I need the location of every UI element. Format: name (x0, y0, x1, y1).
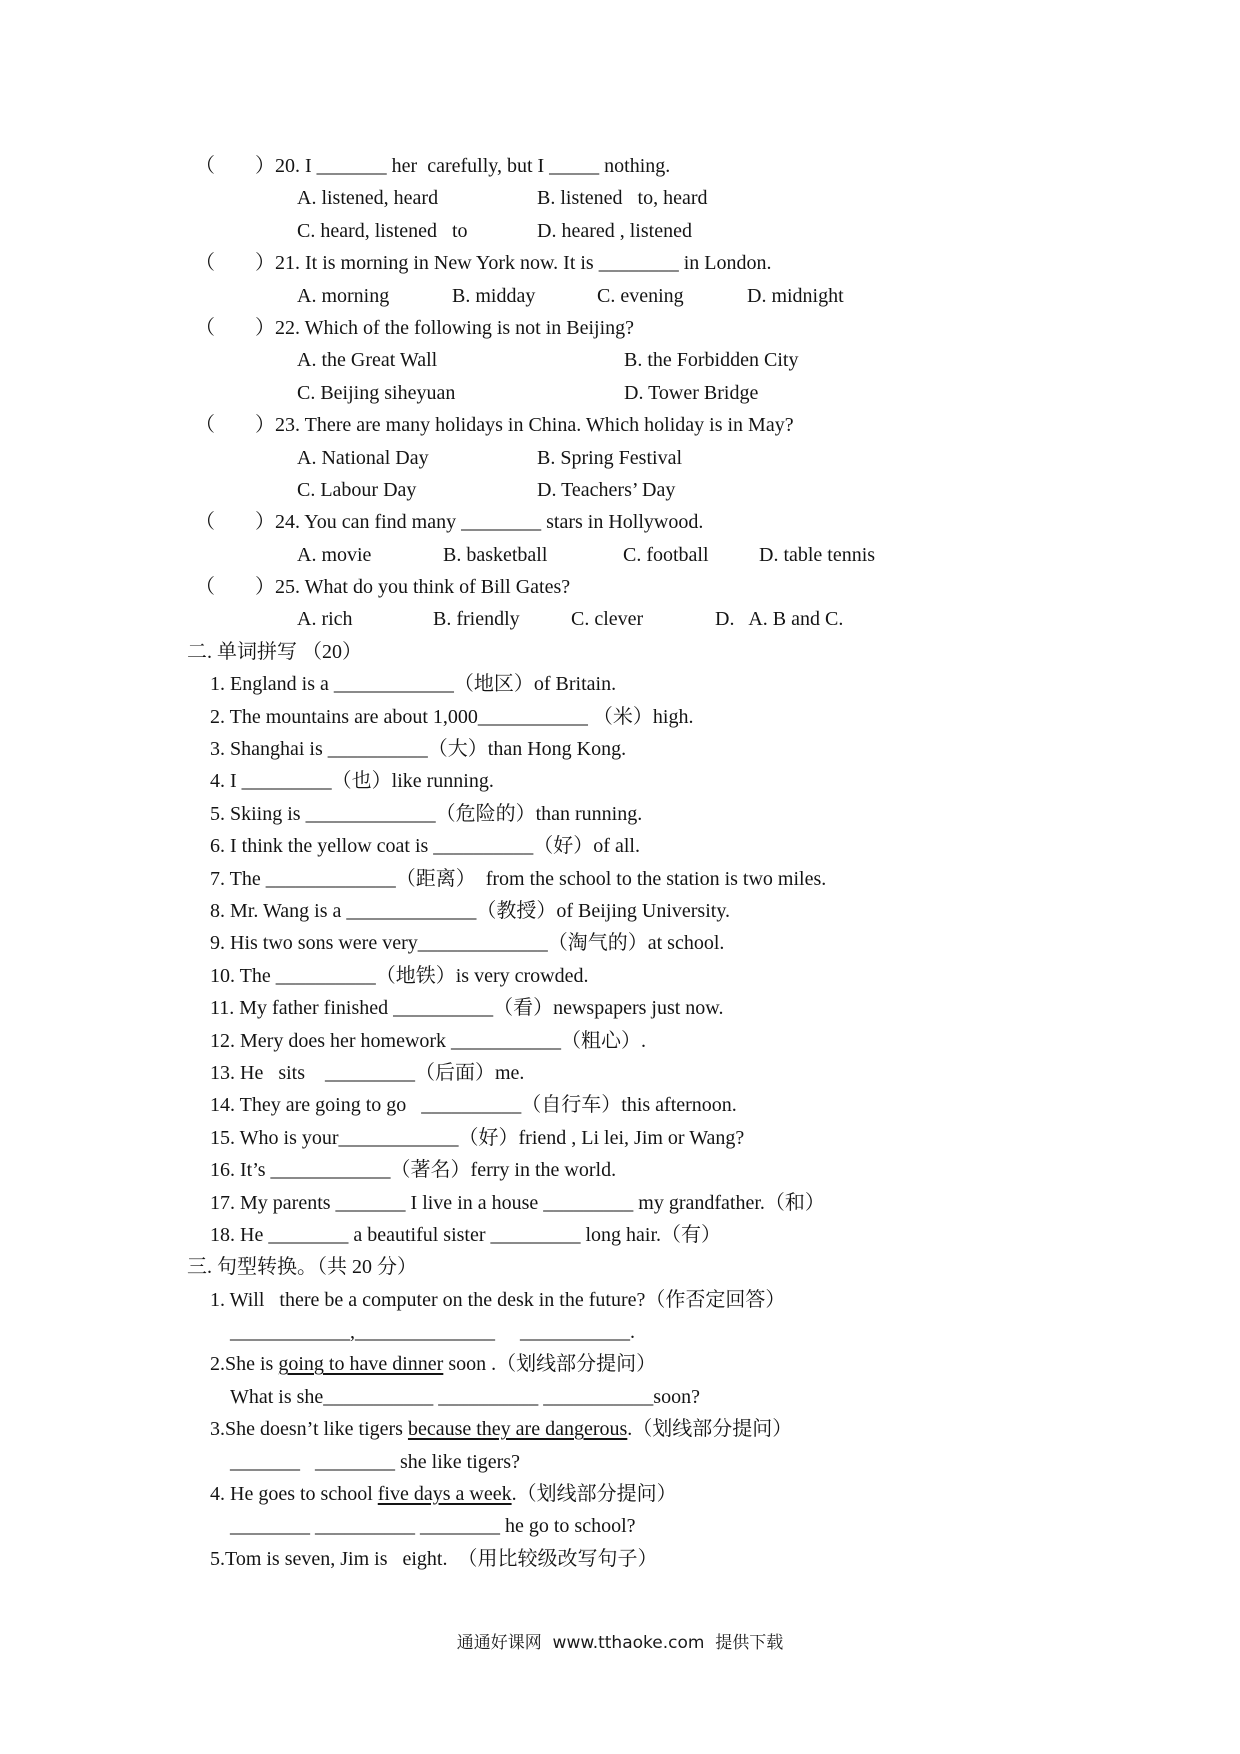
spelling-item-text: 16. It’s ____________（著名）ferry in the world. (210, 1159, 617, 1182)
transformation-prompt-text: 1. Will there be a computer on the desk in the future?（作否定回答） (210, 1288, 786, 1311)
transformation-answer (0, 1381, 1240, 1413)
spelling-item-text: 18. He ________ a beautiful sister _________ long hair.（有） (210, 1223, 722, 1246)
transformation-answer (0, 1446, 1240, 1478)
transformation-prompt (0, 1478, 1240, 1510)
spelling-item (0, 960, 1240, 992)
spelling-item-text: 7. The _____________（距离） from the school to the station is two miles. (210, 867, 827, 890)
spelling-item (0, 798, 1240, 830)
answer-bracket: （ ） (195, 316, 275, 339)
spelling-item (0, 1025, 1240, 1057)
spelling-item (0, 733, 1240, 765)
option-b: B. Spring Festival (537, 446, 683, 469)
spelling-section-header (0, 636, 1240, 668)
mc-question-24 (0, 506, 1240, 538)
answer-bracket: （ ） (195, 155, 275, 177)
option-c: C. clever (571, 608, 644, 631)
option-a: A. morning (297, 284, 390, 307)
transformation-prompt (0, 1284, 1240, 1316)
spelling-item-text: 4. I _________（也）like running. (210, 770, 494, 793)
section-heading: 二. 单词拼写 （20） (187, 640, 362, 663)
spelling-item (0, 927, 1240, 959)
spelling-item (0, 830, 1240, 862)
transformation-answer (0, 1510, 1240, 1542)
spelling-item (0, 1057, 1240, 1089)
answer-bracket: （ ） (195, 576, 275, 599)
underlined-phrase: going to have dinner (278, 1353, 444, 1376)
underlined-phrase: because they are dangerous (407, 1418, 628, 1441)
spelling-item (0, 668, 1240, 700)
transformation-prompt-text: 5.Tom is seven, Jim is eight. （用比较级改写句子） (210, 1547, 658, 1570)
prompt-after: soon .（划线部分提问） (443, 1353, 657, 1376)
answer-blanks: ____________,______________ ___________. (230, 1321, 635, 1344)
mc-question-23 (0, 409, 1240, 441)
spelling-item-text: 8. Mr. Wang is a _____________（教授）of Beijing University. (210, 899, 731, 922)
spelling-item (0, 992, 1240, 1024)
transformation-prompt (0, 1413, 1240, 1445)
transformation-prompt-text (210, 1413, 792, 1445)
mc-options-row (0, 280, 1240, 312)
mc-options-row (0, 474, 1240, 506)
transformation-section-header (0, 1251, 1240, 1283)
spelling-item (0, 1219, 1240, 1251)
mc-options-row (0, 377, 1240, 409)
spelling-item-text: 10. The __________（地铁）is very crowded. (210, 964, 589, 987)
spelling-item-text: 6. I think the yellow coat is __________（好）of all. (210, 835, 640, 858)
option-d: D. A. B and C. (715, 608, 844, 631)
section-heading: 三. 句型转换。（共 20 分） (187, 1256, 417, 1279)
question-text: 24. You can find many ________ stars in Hollywood. (275, 511, 704, 534)
answer-bracket: （ ） (195, 252, 275, 275)
spelling-item-text: 17. My parents _______ I live in a house _________ my grandfather.（和） (210, 1191, 825, 1214)
question-text: 20. I _______ her carefully, but I _____ nothing. (275, 155, 671, 177)
option-c: C. evening (597, 284, 684, 307)
spelling-item (0, 1122, 1240, 1154)
option-d: D. Tower Bridge (624, 381, 759, 404)
mc-question-21 (0, 247, 1240, 279)
answer-blanks: What is she___________ __________ ___________soon? (230, 1385, 700, 1408)
mc-question-25 (0, 571, 1240, 603)
transformation-prompt (0, 1543, 1240, 1575)
option-b: B. friendly (433, 608, 520, 631)
mc-question-20 (0, 150, 1240, 182)
spelling-item-text: 15. Who is your____________（好）friend , Li lei, Jim or Wang? (210, 1126, 745, 1149)
spelling-item-text: 5. Skiing is _____________（危险的）than running. (210, 802, 643, 825)
spelling-item (0, 863, 1240, 895)
question-text: 25. What do you think of Bill Gates? (275, 576, 571, 599)
mc-question-22 (0, 312, 1240, 344)
option-d: D. table tennis (759, 543, 876, 566)
option-b: B. basketball (443, 543, 548, 566)
prompt-after: .（划线部分提问） (511, 1483, 677, 1506)
option-a: A. the Great Wall (297, 349, 438, 372)
mc-options-row (0, 215, 1240, 247)
option-b: B. listened to, heard (537, 187, 708, 210)
question-text: 21. It is morning in New York now. It is ________ in London. (275, 252, 772, 275)
option-d: D. Teachers’ Day (537, 478, 676, 501)
spelling-item (0, 1187, 1240, 1219)
transformation-prompt-text (210, 1478, 677, 1510)
option-c: C. heard, listened to (297, 219, 468, 242)
option-d: D. midnight (747, 284, 844, 307)
spelling-item-text: 11. My father finished __________（看）newspapers just now. (210, 997, 724, 1020)
transformation-answer (0, 1316, 1240, 1348)
spelling-item (0, 1089, 1240, 1121)
option-c: C. Beijing siheyuan (297, 381, 456, 404)
mc-options-row (0, 182, 1240, 214)
option-c: C. Labour Day (297, 478, 417, 501)
page-footer: 通通好课网 www.tthaoke.com 提供下载 (456, 1633, 784, 1653)
option-c: C. football (623, 543, 709, 566)
spelling-item-text: 3. Shanghai is __________（大）than Hong Kong. (210, 738, 627, 761)
option-b: B. midday (452, 284, 536, 307)
transformation-prompt (0, 1348, 1240, 1380)
option-a: A. listened, heard (297, 187, 439, 210)
spelling-item (0, 1154, 1240, 1186)
prompt-before: 2.She is (210, 1353, 279, 1376)
option-a: A. rich (297, 608, 353, 631)
mc-options-row (0, 539, 1240, 571)
mc-options-row (0, 442, 1240, 474)
option-d: D. heared , listened (537, 219, 692, 242)
option-a: A. movie (297, 543, 372, 566)
mc-options-row (0, 344, 1240, 376)
answer-blanks: ________ __________ ________ he go to school? (230, 1515, 636, 1538)
question-text: 22. Which of the following is not in Beijing? (275, 316, 635, 339)
prompt-before: 4. He goes to school (210, 1483, 378, 1506)
spelling-item-text: 14. They are going to go __________（自行车）this afternoon. (210, 1094, 737, 1117)
exam-content (0, 150, 1240, 1575)
option-b: B. the Forbidden City (624, 349, 799, 372)
spelling-item (0, 701, 1240, 733)
spelling-item-text: 2. The mountains are about 1,000___________ （米）high. (210, 705, 694, 728)
transformation-prompt-text (210, 1348, 656, 1380)
spelling-item-text: 1. England is a ____________（地区）of Britain. (210, 673, 617, 696)
mc-options-row (0, 603, 1240, 635)
question-text: 23. There are many holidays in China. Which holiday is in May? (275, 414, 794, 437)
spelling-item (0, 895, 1240, 927)
option-a: A. National Day (297, 446, 429, 469)
spelling-item-text: 13. He sits _________（后面）me. (210, 1061, 525, 1084)
spelling-item-text: 9. His two sons were very_____________（淘气的）at school. (210, 932, 725, 955)
answer-bracket: （ ） (195, 414, 275, 437)
underlined-phrase: five days a week (377, 1483, 512, 1506)
spelling-item (0, 765, 1240, 797)
spelling-item-text: 12. Mery does her homework ___________（粗心）. (210, 1029, 647, 1052)
prompt-before: 3.She doesn’t like tigers (210, 1418, 408, 1441)
prompt-after: .（划线部分提问） (627, 1418, 793, 1441)
answer-blanks: _______ ________ she like tigers? (230, 1450, 520, 1473)
answer-bracket: （ ） (195, 511, 275, 534)
